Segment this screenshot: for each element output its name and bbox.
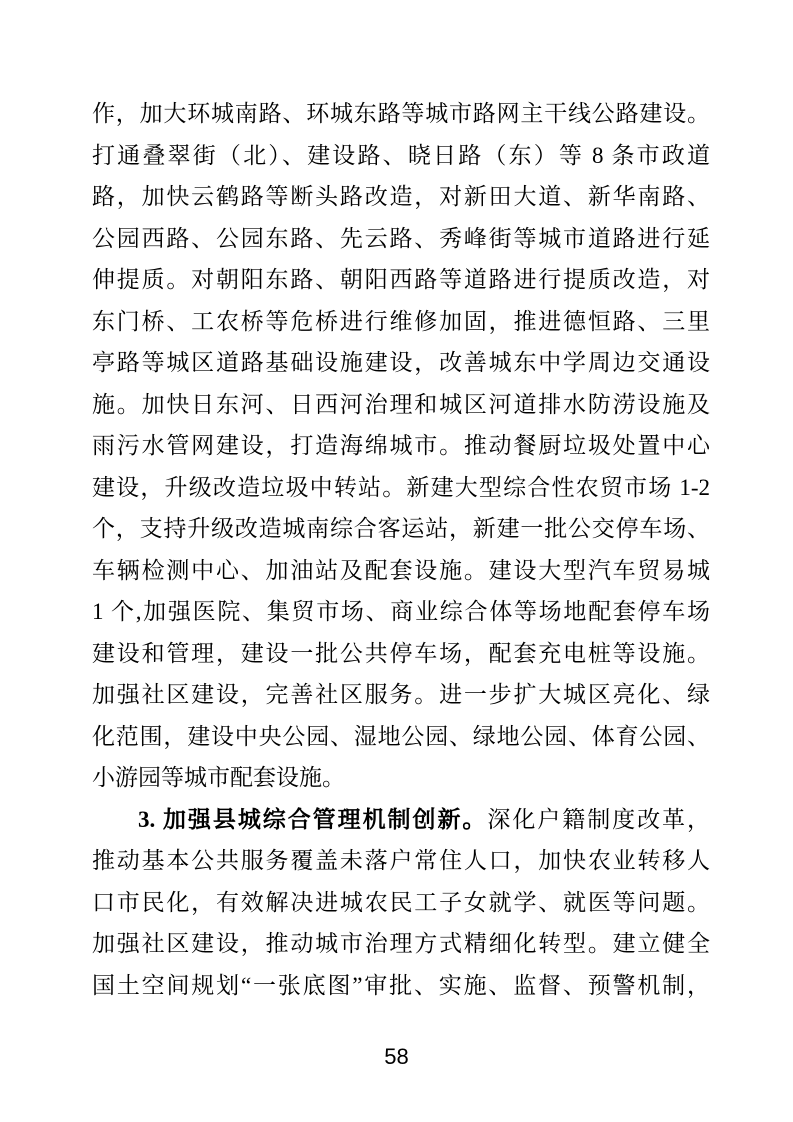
text-line: 路，加快云鹤路等断头路改造，对新田大道、新华南路、 [92, 184, 710, 209]
section-heading-line [92, 799, 710, 841]
text-line: 建设，升级改造垃圾中转站。新建大型综合性农贸市场 1-2 [92, 474, 710, 500]
text-line: 加强社区建设，推动城市治理方式精细化转型。建立健全 [92, 931, 710, 956]
text-line: 建设和管理，建设一批公共停车场，配套充电桩等设施。 [92, 640, 710, 666]
section-heading-continuation: 深化户籍制度改革， [487, 806, 710, 832]
text-line: 伸提质。对朝阳东路、朝阳西路等道路进行提质改造，对 [92, 267, 710, 292]
text-line: 施。加快日东河、日西河治理和城区河道排水防涝设施及 [92, 391, 710, 417]
text-line: 亭路等城区道路基础设施建设，改善城东中学周边交通设 [92, 350, 710, 375]
text-line: 国土空间规划“一张底图”审批、实施、监督、预警机制， [92, 972, 710, 998]
text-line: 公园西路、公园东路、先云路、秀峰街等城市道路进行延 [92, 225, 710, 251]
text-line: 化范围，建设中央公园、湿地公园、绿地公园、体育公园、 [92, 723, 710, 749]
text-line: 1 个,加强医院、集贸市场、商业综合体等场地配套停车场 [92, 599, 710, 624]
text-line: 个，支持升级改造城南综合客运站，新建一批公交停车场、 [92, 516, 710, 541]
text-line: 加强社区建设，完善社区服务。进一步扩大城区亮化、绿 [92, 682, 710, 707]
text-line: 小游园等城市配套设施。 [92, 765, 345, 790]
text-line: 推动基本公共服务覆盖未落户常住人口，加快农业转移人 [92, 848, 710, 873]
text-line: 车辆检测中心、加油站及配套设施。建设大型汽车贸易城 [92, 557, 710, 583]
page-number: 58 [384, 1044, 409, 1069]
section-heading: 3. 加强县城综合管理机制创新。 [138, 806, 488, 832]
text-line: 东门桥、工农桥等危桥进行维修加固，推进德恒路、三里 [92, 308, 710, 334]
text-line: 口市民化，有效解决进城农民工子女就学、就医等问题。 [92, 889, 710, 915]
body-text [92, 93, 710, 1006]
text-line: 作，加大环城南路、环城东路等城市路网主干线公路建设。 [92, 101, 710, 126]
text-line: 雨污水管网建设，打造海绵城市。推动餐厨垃圾处置中心 [92, 433, 710, 458]
text-line: 打通叠翠街（北）、建设路、晓日路（东）等 8 条市政道 [92, 142, 710, 168]
